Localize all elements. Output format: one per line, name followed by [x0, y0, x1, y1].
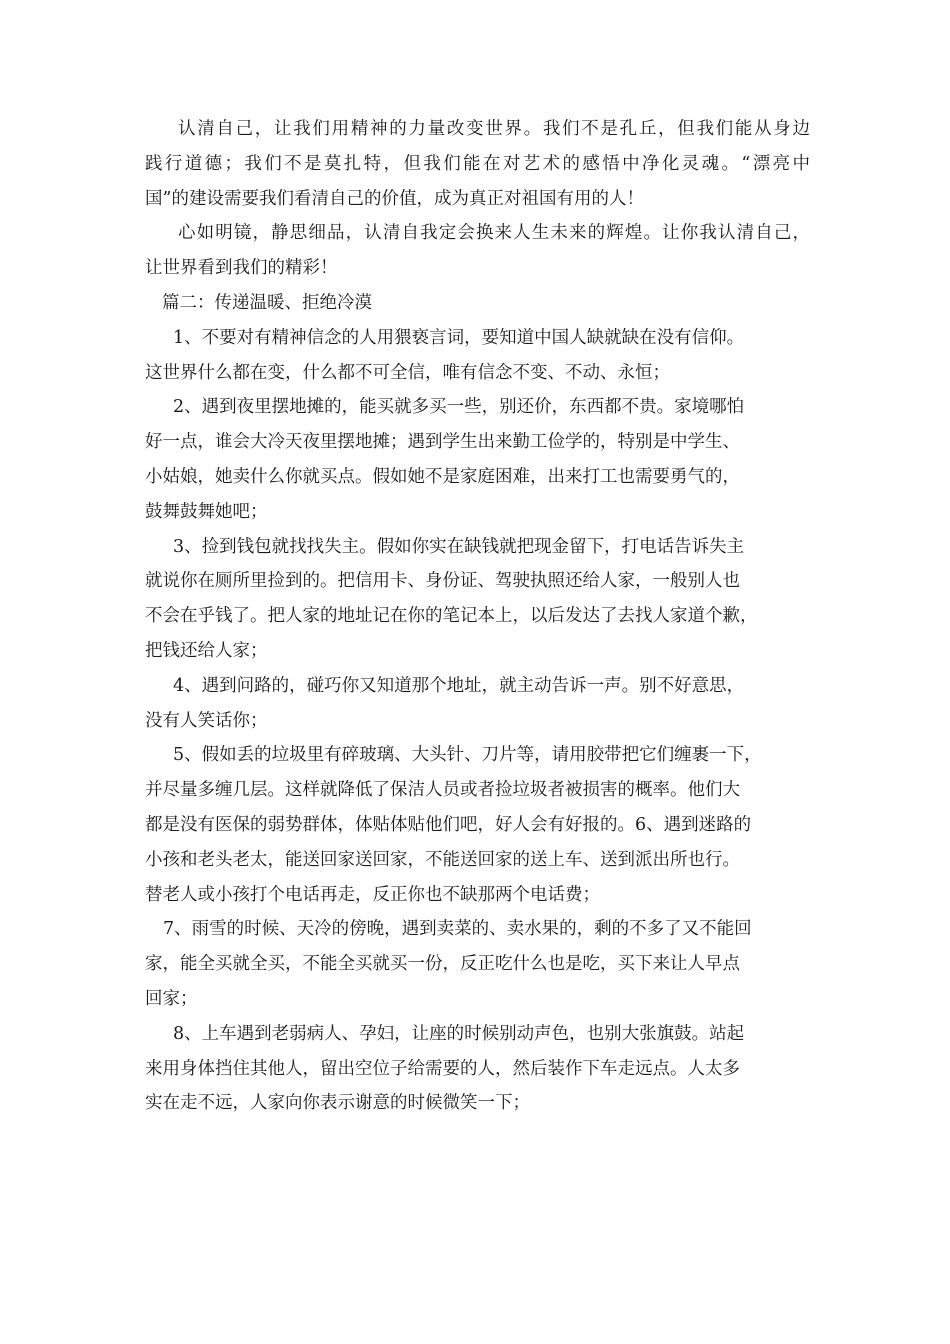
text-line: 7、雨雪的时候、天冷的傍晚，遇到卖菜的、卖水果的，剩的不多了又不能回 [163, 919, 752, 940]
text-line: 家，能全买就全买，不能全买就买一份，反正吃什么也是吃，买下来让人早点 [145, 954, 740, 975]
text-line: 实在走不远，人家向你表示谢意的时候微笑一下； [145, 1093, 530, 1114]
text-line: 2、遇到夜里摆地摊的，能买就多买一些，别还价，东西都不贵。家境哪怕 [173, 397, 745, 418]
text-line: 就说你在厕所里捡到的。把信用卡、身份证、驾驶执照还给人家，一般别人也 [145, 571, 740, 592]
document-body [145, 112, 810, 1121]
text-line: 回家； [145, 988, 198, 1009]
text-line: 没有人笑话你； [145, 710, 268, 731]
text-line: 并尽量多缠几层。这样就降低了保洁人员或者捡垃圾者被损害的概率。他们大 [145, 780, 740, 801]
text-line: 好一点，谁会大冷天夜里摆地摊；遇到学生出来勤工俭学的，特别是中学生、 [145, 432, 740, 453]
text-line: 心如明镜，静思细品，认清自我定会换来人生未来的辉煌。让你我认清自己， [178, 223, 810, 244]
text-line: 国”的建设需要我们看清自己的价值，成为真正对祖国有用的人！ [145, 188, 644, 209]
text-line: 鼓舞鼓舞她吧； [145, 501, 268, 522]
text-line: 把钱还给人家； [145, 640, 268, 661]
text-line: 5、假如丢的垃圾里有碎玻璃、大头针、刀片等，请用胶带把它们缠裹一下， [173, 745, 762, 766]
text-line: 4、遇到问路的，碰巧你又知道那个地址，就主动告诉一声。别不好意思， [173, 675, 745, 696]
text-line: 1、不要对有精神信念的人用猥亵言词，要知道中国人缺就缺在没有信仰。 [173, 327, 745, 348]
text-line: 8、上车遇到老弱病人、孕妇，让座的时候别动声色，也别大张旗鼓。站起 [173, 1023, 745, 1044]
text-line: 来用身体挡住其他人，留出空位子给需要的人，然后装作下车走远点。人太多 [145, 1058, 740, 1079]
text-line: 小孩和老头老太，能送回家送回家，不能送回家的送上车、送到派出所也行。 [145, 849, 740, 870]
text-line: 让世界看到我们的精彩！ [145, 258, 338, 279]
text-line: 践行道德；我们不是莫扎特，但我们能在对艺术的感悟中净化灵魂。“漂亮中 [145, 153, 810, 174]
text-line: 不会在乎钱了。把人家的地址记在你的笔记本上，以后发达了去找人家道个歉， [145, 606, 758, 627]
text-line: 小姑娘，她卖什么你就买点。假如她不是家庭困难，出来打工也需要勇气的， [145, 466, 740, 487]
text-line: 替老人或小孩打个电话再走，反正你也不缺那两个电话费； [145, 884, 600, 905]
text-line: 认清自己，让我们用精神的力量改变世界。我们不是孔丘，但我们能从身边 [178, 119, 810, 139]
text-line: 3、捡到钱包就找找失主。假如你实在缺钱就把现金留下，打电话告诉失主 [173, 536, 745, 557]
text-line: 都是没有医保的弱势群体，体贴体贴他们吧，好人会有好报的。6、遇到迷路的 [145, 814, 752, 835]
text-line: 篇二：传递温暖、拒绝冷漠 [162, 292, 372, 313]
text-line: 这世界什么都在变，什么都不可全信，唯有信念不变、不动、永恒； [145, 362, 670, 383]
